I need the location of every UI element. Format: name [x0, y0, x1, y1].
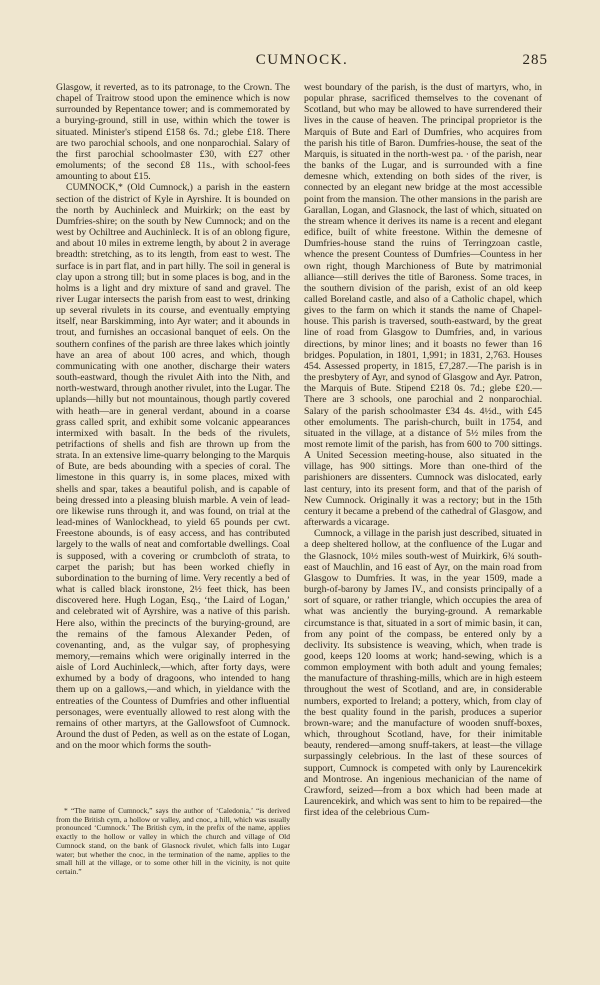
page-header — [56, 52, 548, 74]
left-column — [56, 82, 290, 751]
right-paragraph-cumnock-village: Cumnock, a village in the parish just described, situated in a deep sheltered hollow, at the confluence of the Lugar and the Glasnock, 10½ miles south-west of Muirkirk, 6¾ south-east of Mauchlin, and 16 east of Ayr, on the main road from Glasgow to Dumfries. It was, in the year 1509, made a burgh-of-barony by James IV., and consists principally of a sort of square, or rather triangle, which occupies the area of what was anciently the burying-ground. A remarkable circumstance is that, situated in a sort of mimic basin, it can, from any point of the compass, be entered only by a declivity. Its subsistence is weaving, which, when trade is good, keeps 120 looms at work; hand-sewing, which is a common employment with both adult and young females; the manufacture of thrashing-mills, which are in high esteem throughout the west of Scotland, and are, in considerable numbers, exported to Ireland; a pottery, which, from clay of the best quality found in the parish, produces a superior brown-ware; and the manufacture of wooden snuff-boxes, which, throughout Scotland, have, for their inimitable beauty, rendered—among snuff-takers, at least—the village surpassingly celebrious. In the last of these sources of support, Cumnock is competed with only by Laurencekirk and Montrose. An ingenious mechanician of the name of Crawford, seized—from a box which had been made at Laurencekirk, and which was sent to him to be repaired—the first idea of the celebrious Cum- — [304, 528, 542, 819]
footnote-text: * “The name of Cumnock,” says the author of ‘Caledonia,’ “is derived from the British cym, a hollow or valley, and cnoc, a hill, which was usually pronounced ‘Cumnock.’ The British cym, in the prefix of the name, applies exactly to the hollow or valley in which the church and village of Old Cumnock stand, on the bank of Glasnock rivulet, which falls into Lugar water; but whether the cnoc, in the termination of the name, applies to the small hill at the village, or to some other hill in the vicinity, is not quite certain.” — [56, 806, 290, 876]
left-paragraph-cumnock-parish: CUMNOCK,* (Old Cumnock,) a parish in the eastern section of the district of Kyle in Ayrshire. It is bounded on the north by Auchinleck and Muirkirk; on the east by Dumfries-shire; on the south by New Cumnock; and on the west by Ochiltree and Auchinleck. It is of an oblong figure, and about 10 miles in extreme length, by about 2 in average breadth: stretching, as to its length, from east to west. The surface is in part flat, and in part hilly. The soil in general is clay upon a strong till; but in some places is bog, and in the holms is a light and dry mixture of sand and gravel. The river Lugar intersects the parish from east to west, drinking up several rivulets in its course, and eventually emptying itself, near Barskimming, into Ayr water; and it abounds in trout, and furnishes an occasional banquet of eels. On the southern confines of the parish are three lakes which jointly have an area of about 100 acres, and which, though communicating with one another, discharge their waters south-eastward, though the rivulet Aith into the Nith, and north-westward, through another rivulet, into the Lugar. The uplands—hilly but not mountainous, though partly covered with heath—are in general verdant, abound in a coarse grass called sprit, and exhibit some volcanic appearances intermixed with basalt. In the beds of the rivulets, petrifactions of shells and fish are thrown up from the strata. In an extensive lime-quarry belonging to the Marquis of Bute, are beds abounding with a species of coral. The limestone in this quarry is, in some places, mixed with shells and spar, takes a beautiful polish, and is capable of being dressed into a pleasing bluish marble. A vein of lead-ore likewise runs through it, and was found, on trial at the lead-mines of Wanlockhead, to yield 65 pounds per cwt. Freestone abounds, is of easy access, and has contributed largely to the walls of neat and comfortable dwellings. Coal is supposed, with a covering or crumbcloth of strata, to carpet the parish; but has been worked chiefly in subordination to the burning of lime. Very recently a bed of what is called black ironstone, 2½ feet thick, has been discovered here. Hugh Logan, Esq., ‘the Laird of Logan,’ and celebrated wit of Ayrshire, was a native of this parish. Here also, within the precincts of the burying-ground, are the remains of the famous Alexander Peden, of covenanting, and, as the vulgar say, of prophesying memory,—remains which were originally interred in the aisle of Lord Auchinleck,—which, after forty days, were exhumed by a body of dragoons, who intended to hang them up on a gallows,—and which, in yieldance with the entreaties of the Countess of Dumfries and other influential personages, were eventually allowed to rest along with the remains of other martyrs, at the Gallowsfoot of Cumnock. Around the dust of Peden, as well as on the estate of Logan, and on the moor which forms the south- — [56, 182, 290, 752]
footnote — [56, 807, 290, 877]
page-number: 285 — [522, 52, 548, 68]
left-paragraph-1: Glasgow, it reverted, as to its patronage, to the Crown. The chapel of Traitrow stood upon the eminence which is now surrounded by Repentance tower; and is commemorated by a burying-ground, still in use, within which the tower is situated. Minister's stipend £158 6s. 7d.; glebe £18. There are two parochial schools, and one nonparochial. Salary of the first parochial schoolmaster £30, with £27 other emoluments; of the second £8 11s., with school-fees amounting to about £15. — [56, 82, 290, 183]
right-column — [304, 82, 542, 818]
right-paragraph-1: west boundary of the parish, is the dust of martyrs, who, in popular phrase, sacrificed themselves to the covenant of Scotland, but who may be allowed to have surrendered their lives in the cause of heaven. The principal proprietor is the Marquis of Bute and Earl of Dumfries, who acquires from the parish his title of Baron. Dumfries-house, the seat of the Marquis, is situated in the north-west pa. · of the parish, near the banks of the Lugar, and is surrounded with a fine demesne which, extending on both sides of the river, is connected by an elegant new bridge at the most accessible point from the mansion. The other mansions in the parish are Garallan, Logan, and Glasnock, the last of which, situated on the stream whence it derives its name is a recent and elegant edifice, built of white freestone. Within the demesne of Dumfries-house stand the ruins of Terringzoan castle, whence the present Countess of Dumfries—Countess in her own right, though Marchioness of Bute by matrimonial alliance—still derives the title of Baroness. Some traces, in the southern division of the parish, exist of an old keep called Boreland castle, and also of a Catholic chapel, which gives to the farm on which it stands the name of Chapel-house. This parish is traversed, south-eastward, by the great line of road from Glasgow to Dumfries, and, in various directions, by minor lines; and it boasts no fewer than 16 bridges. Population, in 1801, 1,991; in 1831, 2,763. Houses 454. Assessed property, in 1815, £7,287.—The parish is in the presbytery of Ayr, and synod of Glasgow and Ayr. Patron, the Marquis of Bute. Stipend £218 0s. 7d.; glebe £20.—There are 3 schools, one parochial and 2 nonparochial. Salary of the parish schoolmaster £34 4s. 4½d., with £45 other emoluments. The parish-church, built in 1754, and situated in the village, at a distance of 5½ miles from the most remote limit of the parish, has from 600 to 700 sittings. A United Secession meeting-house, also situated in the village, has 900 sittings. More than one-third of the parishioners are dissenters. Cumnock was dislocated, early last century, into its present form, and that of the parish of New Cumnock. Originally it was a rectory; but in the 15th century it became a prebend of the cathedral of Glasgow, and afterwards a vicarage. — [304, 82, 542, 529]
running-title: CUMNOCK. — [255, 52, 349, 68]
